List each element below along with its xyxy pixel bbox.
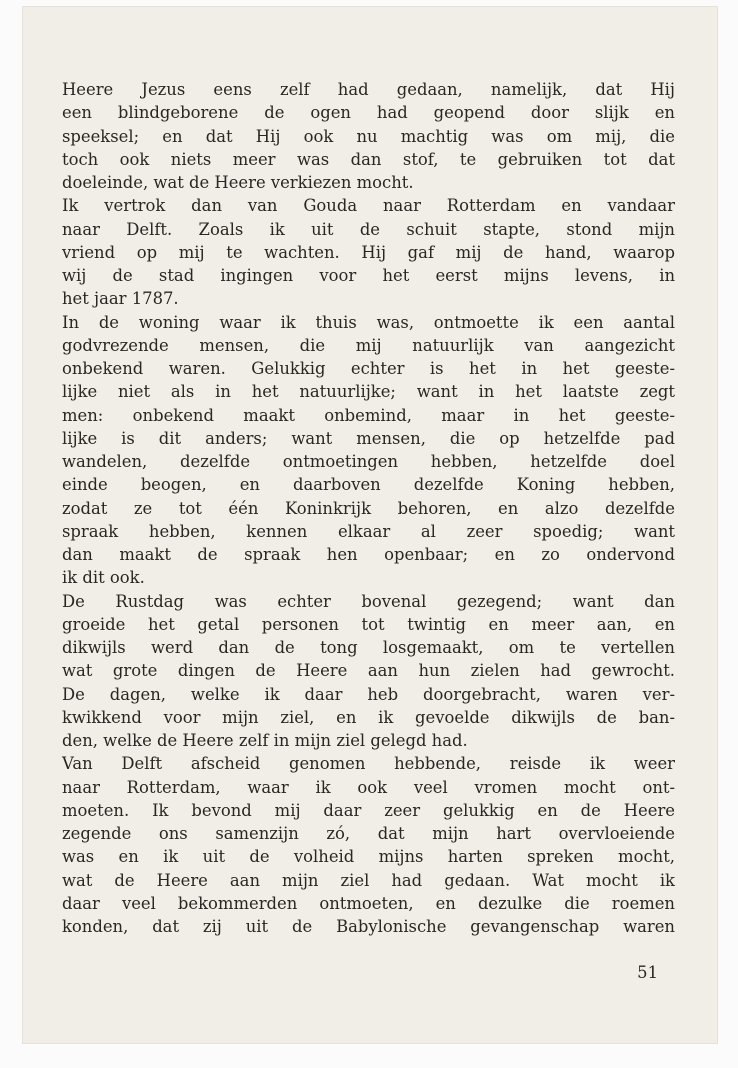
text-line: onbekend waren. Gelukkig echter is het in het geeste- <box>62 359 675 378</box>
text-line: spraak hebben, kennen elkaar al zeer spoedig; want <box>62 521 675 541</box>
text-line: lijke is dit anders; want mensen, die op hetzelfde pad <box>62 428 675 448</box>
text-line: zodat ze tot één Koninkrijk behoren, en alzo dezelfde <box>62 498 675 518</box>
text-line: konden, dat zij uit de Babylonische gevangenschap waren <box>62 917 675 936</box>
text-line: godvrezende mensen, die mij natuurlijk van aangezicht <box>62 335 675 355</box>
text-line: In de woning waar ik thuis was, ontmoette ik een aantal <box>62 312 675 332</box>
page-number: 51 <box>637 963 658 982</box>
text-line: men: onbekend maakt onbemind, maar in het geeste- <box>62 405 675 425</box>
text-line: Heere Jezus eens zelf had gedaan, namelijk, dat Hij <box>62 80 675 99</box>
text-line: Van Delft afscheid genomen hebbende, reisde ik weer <box>62 754 675 774</box>
text-line: dan maakt de spraak hen openbaar; en zo ondervond <box>62 545 675 564</box>
text-line: toch ook niets meer was dan stof, te gebruiken tot dat <box>62 149 675 169</box>
text-line: vriend op mij te wachten. Hij gaf mij de hand, waarop <box>62 242 675 262</box>
text-line: het jaar 1787. <box>62 289 179 309</box>
text-line: doeleinde, wat de Heere verkiezen mocht. <box>62 173 414 192</box>
text-line: kwikkend voor mijn ziel, en ik gevoelde dikwijls de ban- <box>62 707 675 727</box>
text-line: dikwijls werd dan de tong losgemaakt, om te vertellen <box>62 638 675 657</box>
text-line: einde beogen, en daarboven dezelfde Koning hebben, <box>62 475 675 495</box>
text-line: De dagen, welke ik daar heb doorgebracht, waren ver- <box>62 684 675 704</box>
text-line: naar Rotterdam, waar ik ook veel vromen mocht ont- <box>62 777 675 797</box>
text-line: wij de stad ingingen voor het eerst mijns levens, in <box>62 266 675 285</box>
body-text <box>62 78 675 938</box>
text-line: wat de Heere aan mijn ziel had gedaan. Wat mocht ik <box>62 870 675 890</box>
text-line: was en ik uit de volheid mijns harten spreken mocht, <box>62 847 675 867</box>
text-line: den, welke de Heere zelf in mijn ziel gelegd had. <box>62 731 468 750</box>
book-page <box>22 6 718 1044</box>
text-line: daar veel bekommerden ontmoeten, en dezulke die roemen <box>62 893 675 913</box>
text-line: Ik vertrok dan van Gouda naar Rotterdam en vandaar <box>62 196 675 216</box>
text-line: wat grote dingen de Heere aan hun zielen had gewrocht. <box>62 661 675 681</box>
text-line: een blindgeborene de ogen had geopend door slijk en <box>62 103 675 123</box>
text-line: naar Delft. Zoals ik uit de schuit stapte, stond mijn <box>62 219 675 239</box>
text-line: zegende ons samenzijn zó, dat mijn hart overvloeiende <box>62 824 675 843</box>
text-line: speeksel; en dat Hij ook nu machtig was om mij, die <box>62 126 675 146</box>
text-line: De Rustdag was echter bovenal gezegend; want dan <box>62 591 675 611</box>
text-line: groeide het getal personen tot twintig en meer aan, en <box>62 614 675 634</box>
text-line: moeten. Ik bevond mij daar zeer gelukkig en de Heere <box>62 800 675 820</box>
text-line: ik dit ook. <box>62 568 145 588</box>
text-line: wandelen, dezelfde ontmoetingen hebben, hetzelfde doel <box>62 452 675 471</box>
text-line: lijke niet als in het natuurlijke; want in het laatste zegt <box>62 382 675 402</box>
